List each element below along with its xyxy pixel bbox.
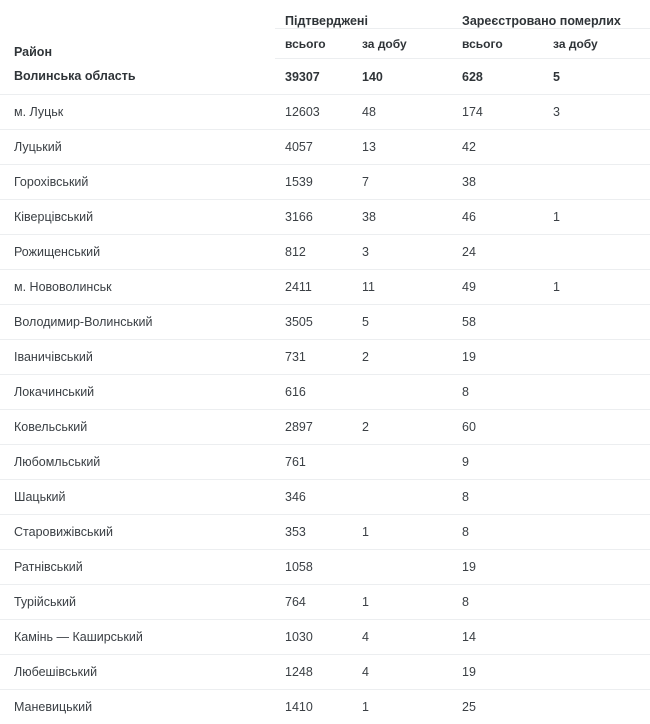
cell-deaths-total: 8 bbox=[452, 480, 543, 515]
column-header-confirmed-day: за добу bbox=[352, 29, 452, 59]
cell-confirmed-total: 1030 bbox=[275, 620, 352, 655]
cell-confirmed-total: 812 bbox=[275, 235, 352, 270]
cell-deaths-day: 5 bbox=[543, 59, 650, 95]
cell-region: Горохівський bbox=[0, 165, 275, 200]
cell-deaths-day bbox=[543, 550, 650, 585]
cell-confirmed-total: 39307 bbox=[275, 59, 352, 95]
cell-deaths-day bbox=[543, 585, 650, 620]
table-row bbox=[0, 165, 650, 200]
cell-confirmed-day: 1 bbox=[352, 515, 452, 550]
cell-deaths-total: 9 bbox=[452, 445, 543, 480]
table-row bbox=[0, 375, 650, 410]
cell-confirmed-day: 11 bbox=[352, 270, 452, 305]
cell-region: Любешівський bbox=[0, 655, 275, 690]
cell-region: Любомльський bbox=[0, 445, 275, 480]
cell-deaths-total: 46 bbox=[452, 200, 543, 235]
cell-deaths-total: 14 bbox=[452, 620, 543, 655]
cell-confirmed-day: 48 bbox=[352, 95, 452, 130]
cell-deaths-total: 8 bbox=[452, 585, 543, 620]
cell-confirmed-total: 764 bbox=[275, 585, 352, 620]
table-header bbox=[0, 0, 650, 59]
table-row bbox=[0, 620, 650, 655]
cell-deaths-total: 38 bbox=[452, 165, 543, 200]
cell-confirmed-day: 2 bbox=[352, 340, 452, 375]
cell-deaths-total: 24 bbox=[452, 235, 543, 270]
cell-deaths-total: 174 bbox=[452, 95, 543, 130]
cell-deaths-total: 19 bbox=[452, 655, 543, 690]
cell-confirmed-total: 1410 bbox=[275, 690, 352, 724]
cell-deaths-day bbox=[543, 445, 650, 480]
cell-confirmed-total: 2411 bbox=[275, 270, 352, 305]
table-row bbox=[0, 445, 650, 480]
cell-region: Рожищенський bbox=[0, 235, 275, 270]
table-row bbox=[0, 550, 650, 585]
cell-region: Камінь — Каширський bbox=[0, 620, 275, 655]
cell-deaths-day bbox=[543, 480, 650, 515]
cell-deaths-total: 60 bbox=[452, 410, 543, 445]
cell-deaths-total: 49 bbox=[452, 270, 543, 305]
column-header-region: Район bbox=[0, 0, 275, 59]
cell-confirmed-total: 1248 bbox=[275, 655, 352, 690]
cell-deaths-day: 3 bbox=[543, 95, 650, 130]
cell-confirmed-total: 4057 bbox=[275, 130, 352, 165]
table-row bbox=[0, 480, 650, 515]
cell-deaths-total: 8 bbox=[452, 375, 543, 410]
cell-region: Шацький bbox=[0, 480, 275, 515]
cell-deaths-day bbox=[543, 340, 650, 375]
cell-confirmed-total: 346 bbox=[275, 480, 352, 515]
cell-confirmed-total: 3505 bbox=[275, 305, 352, 340]
cell-region: Волинська область bbox=[0, 59, 275, 95]
table-row bbox=[0, 515, 650, 550]
cell-confirmed-total: 731 bbox=[275, 340, 352, 375]
column-group-header-confirmed: Підтверджені bbox=[275, 0, 452, 29]
cell-deaths-day bbox=[543, 130, 650, 165]
cell-confirmed-day: 3 bbox=[352, 235, 452, 270]
cell-deaths-day bbox=[543, 620, 650, 655]
table-row bbox=[0, 59, 650, 95]
table-row bbox=[0, 200, 650, 235]
column-header-deaths-total: всього bbox=[452, 29, 543, 59]
cell-confirmed-day bbox=[352, 375, 452, 410]
cell-confirmed-day bbox=[352, 445, 452, 480]
cell-deaths-total: 42 bbox=[452, 130, 543, 165]
cell-deaths-day bbox=[543, 375, 650, 410]
cell-deaths-day: 1 bbox=[543, 200, 650, 235]
cell-deaths-day: 1 bbox=[543, 270, 650, 305]
table-row bbox=[0, 95, 650, 130]
cell-confirmed-day bbox=[352, 550, 452, 585]
cell-confirmed-total: 1539 bbox=[275, 165, 352, 200]
cell-confirmed-day: 2 bbox=[352, 410, 452, 445]
cell-region: Володимир-Волинський bbox=[0, 305, 275, 340]
cell-confirmed-day: 7 bbox=[352, 165, 452, 200]
cell-confirmed-day: 38 bbox=[352, 200, 452, 235]
cell-deaths-day bbox=[543, 165, 650, 200]
table-row bbox=[0, 270, 650, 305]
cell-confirmed-day: 140 bbox=[352, 59, 452, 95]
cell-deaths-total: 8 bbox=[452, 515, 543, 550]
table-row bbox=[0, 305, 650, 340]
cell-deaths-day bbox=[543, 655, 650, 690]
cell-deaths-day bbox=[543, 515, 650, 550]
cell-deaths-day bbox=[543, 235, 650, 270]
cell-region: Ковельський bbox=[0, 410, 275, 445]
column-group-header-deaths: Зареєстровано померлих bbox=[452, 0, 650, 29]
cell-confirmed-total: 1058 bbox=[275, 550, 352, 585]
table-row bbox=[0, 655, 650, 690]
cell-region: Ківерцівський bbox=[0, 200, 275, 235]
cell-confirmed-total: 2897 bbox=[275, 410, 352, 445]
table-row bbox=[0, 410, 650, 445]
cell-confirmed-day: 1 bbox=[352, 585, 452, 620]
table-row bbox=[0, 340, 650, 375]
cell-confirmed-day: 1 bbox=[352, 690, 452, 724]
cell-confirmed-day: 13 bbox=[352, 130, 452, 165]
cell-confirmed-total: 761 bbox=[275, 445, 352, 480]
table-row bbox=[0, 585, 650, 620]
cell-confirmed-day: 4 bbox=[352, 655, 452, 690]
cell-region: Турійський bbox=[0, 585, 275, 620]
cell-region: м. Нововолинськ bbox=[0, 270, 275, 305]
cell-region: м. Луцьк bbox=[0, 95, 275, 130]
table-row bbox=[0, 690, 650, 724]
cell-deaths-day bbox=[543, 305, 650, 340]
cell-region: Ратнівський bbox=[0, 550, 275, 585]
cell-confirmed-total: 616 bbox=[275, 375, 352, 410]
cell-region: Луцький bbox=[0, 130, 275, 165]
table-body bbox=[0, 59, 650, 724]
cell-confirmed-total: 3166 bbox=[275, 200, 352, 235]
cell-region: Старовижівський bbox=[0, 515, 275, 550]
cell-confirmed-day: 4 bbox=[352, 620, 452, 655]
column-header-confirmed-total: всього bbox=[275, 29, 352, 59]
cell-deaths-total: 19 bbox=[452, 550, 543, 585]
cell-region: Маневицький bbox=[0, 690, 275, 724]
cell-deaths-total: 25 bbox=[452, 690, 543, 724]
cell-deaths-total: 58 bbox=[452, 305, 543, 340]
table-row bbox=[0, 235, 650, 270]
cell-confirmed-day bbox=[352, 480, 452, 515]
table-row bbox=[0, 130, 650, 165]
cell-deaths-total: 19 bbox=[452, 340, 543, 375]
cell-confirmed-total: 12603 bbox=[275, 95, 352, 130]
cell-deaths-day bbox=[543, 410, 650, 445]
header-group-row bbox=[0, 0, 650, 29]
cell-deaths-total: 628 bbox=[452, 59, 543, 95]
cell-deaths-day bbox=[543, 690, 650, 724]
column-header-deaths-day: за добу bbox=[543, 29, 650, 59]
cell-confirmed-total: 353 bbox=[275, 515, 352, 550]
cell-region: Іваничівський bbox=[0, 340, 275, 375]
cell-confirmed-day: 5 bbox=[352, 305, 452, 340]
cell-region: Локачинський bbox=[0, 375, 275, 410]
